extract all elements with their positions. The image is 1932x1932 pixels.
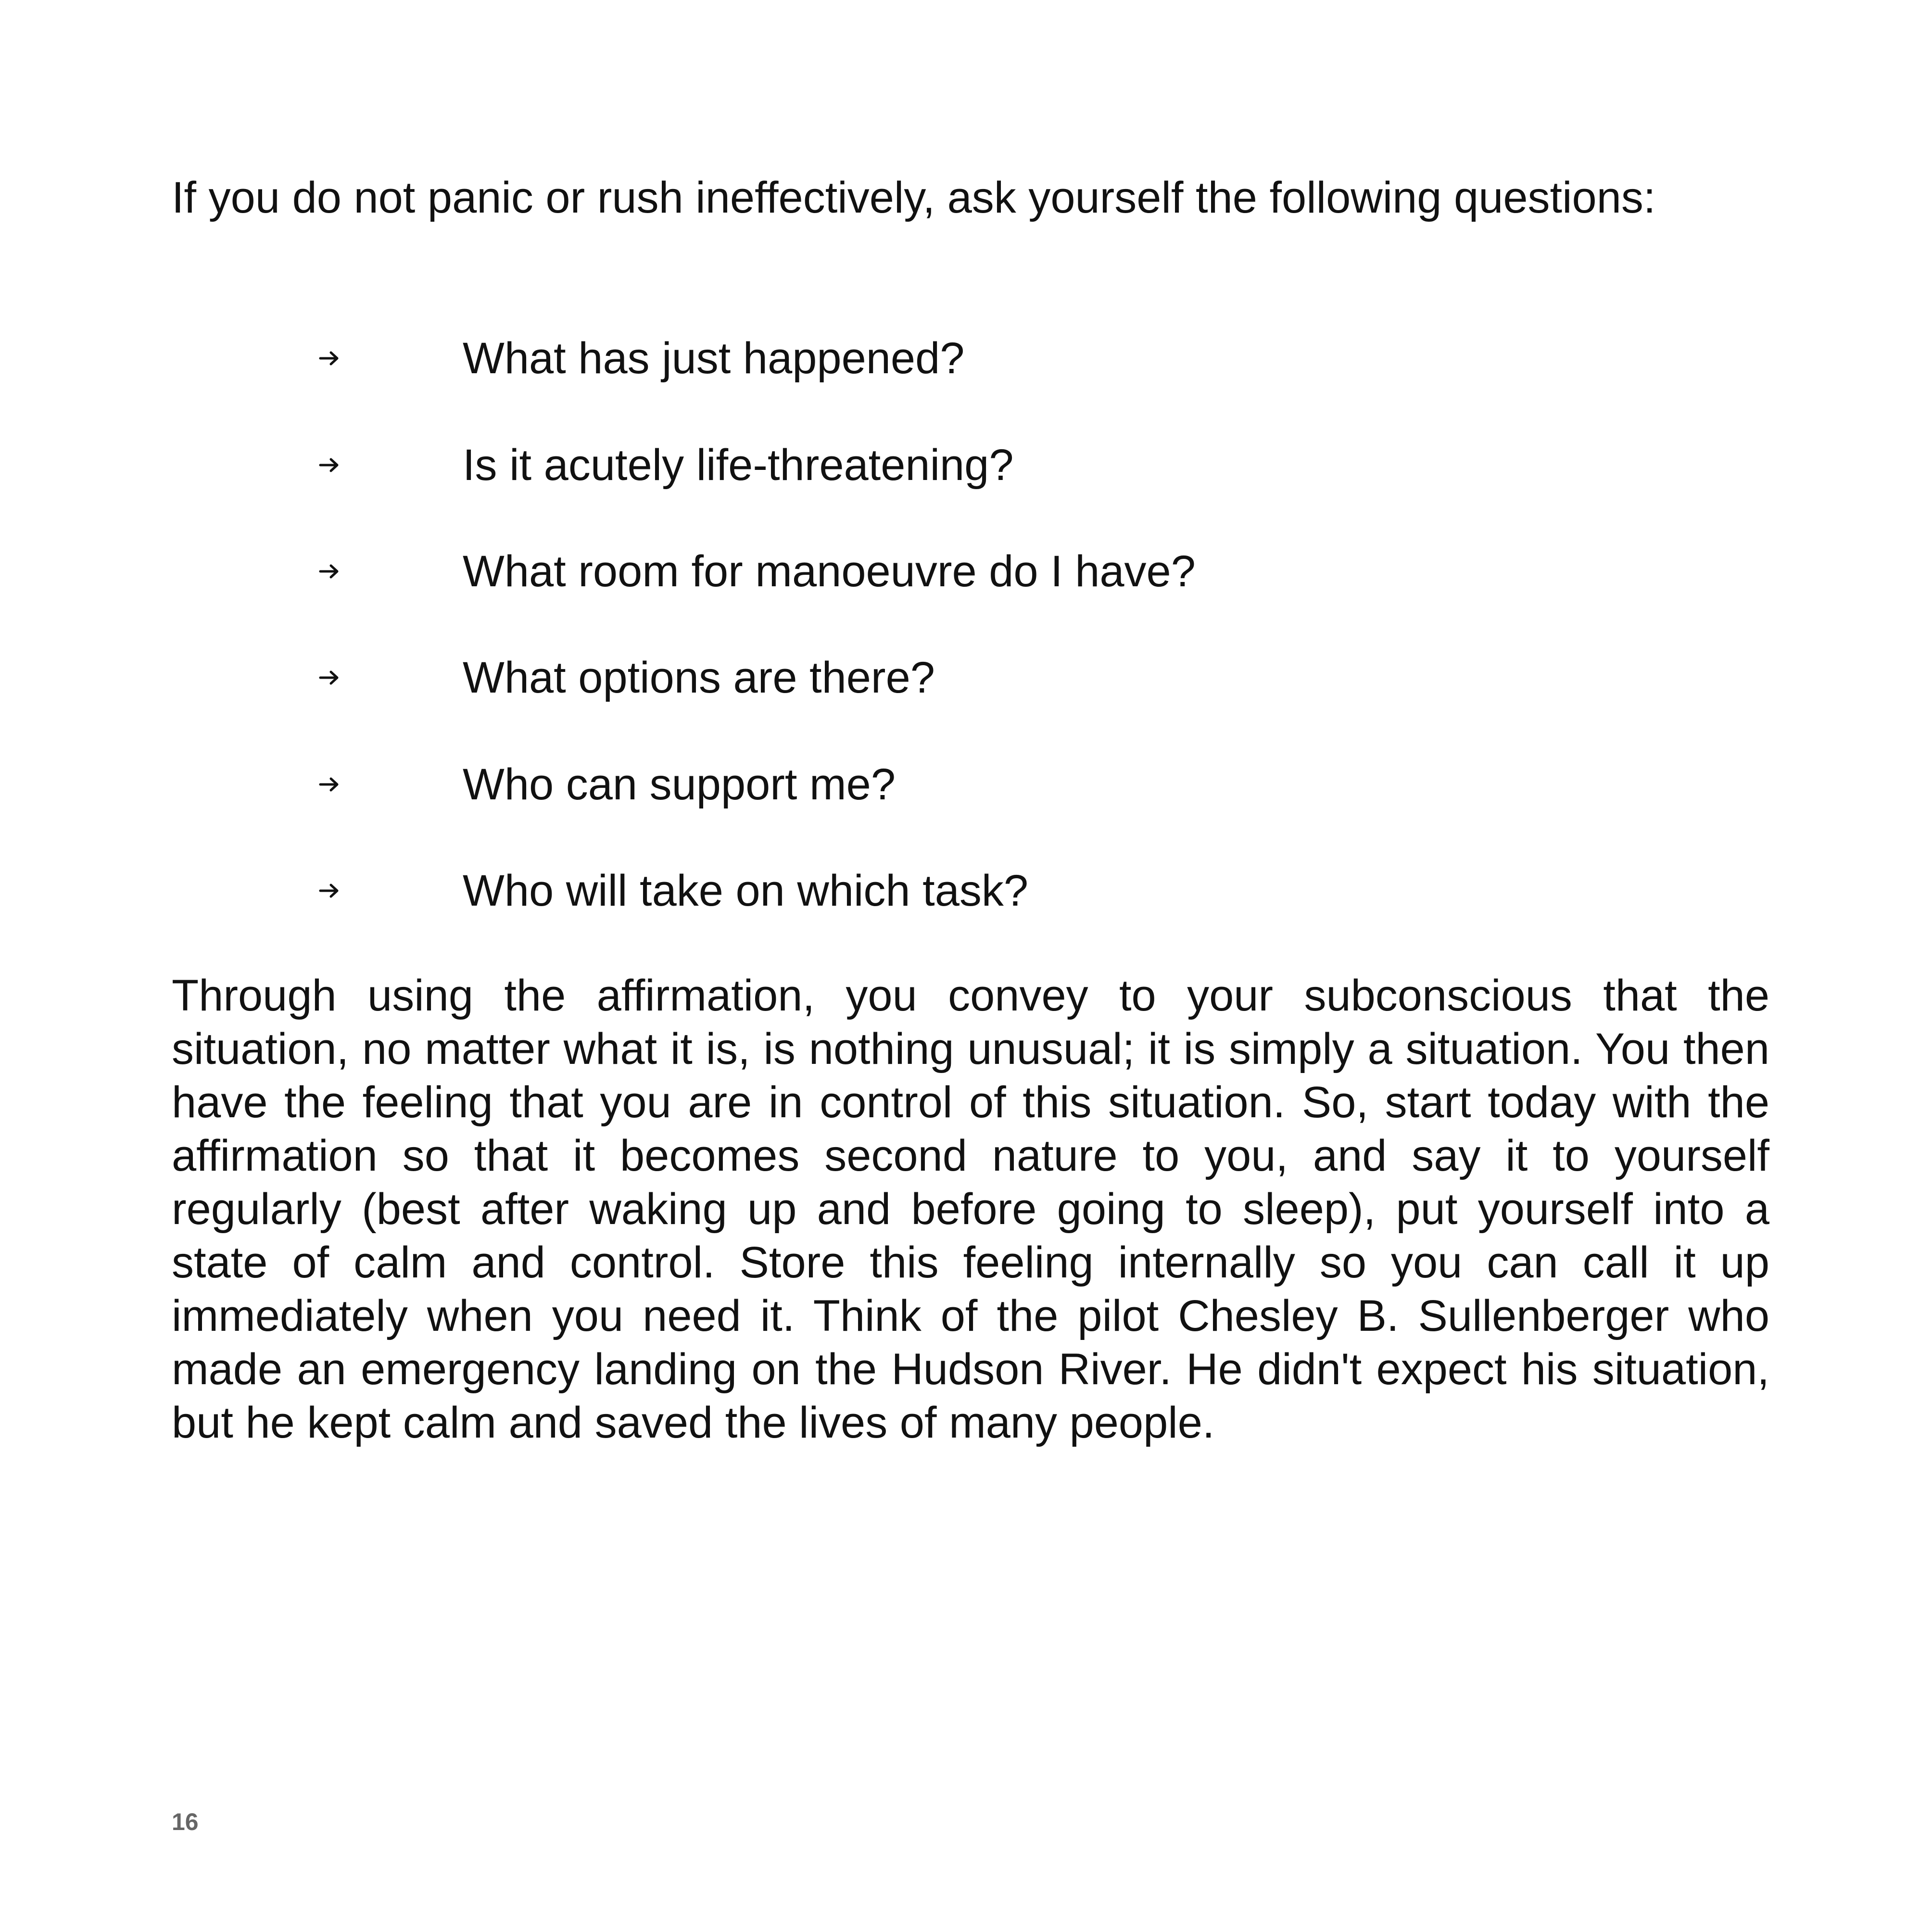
- arrow-right-icon: [317, 879, 341, 903]
- list-item: [0, 439, 1932, 496]
- arrow-right-icon: [317, 346, 341, 370]
- question-text: What options are there?: [463, 653, 935, 702]
- intro-paragraph: If you do not panic or rush ineffectively, ask yourself the following questions:: [172, 173, 1656, 222]
- list-item: [0, 332, 1932, 390]
- arrow-right-icon: [317, 772, 341, 796]
- arrow-right-icon: [317, 453, 341, 477]
- body-paragraph: Through using the affirmation, you convey to your subconscious that the situation, no matter what it is, is nothing unusual; it is simply a situation. You then have the feeling that you are in control of this situation. So, start today with the affirmation so that it becomes second nature to you, and say it to yourself regularly (best after waking up and before going to sleep), put yourself into a state of calm and control. Store this feeling internally so you can call it up immediately when you need it. Think of the pilot Chesley B. Sullenberger who made an emergency landing on the Hudson River. He didn't expect his situation, but he kept calm and saved the lives of many people.: [172, 971, 1769, 1447]
- question-text: Who will take on which task?: [463, 866, 1029, 915]
- question-text: What has just happened?: [463, 334, 965, 383]
- list-item: [0, 651, 1932, 709]
- question-text: What room for manoeuvre do I have?: [463, 547, 1196, 596]
- questions-list: [0, 0, 1932, 962]
- question-text: Who can support me?: [463, 760, 896, 809]
- list-item: [0, 864, 1932, 922]
- page-number: 16: [172, 1808, 199, 1835]
- arrow-right-icon: [317, 666, 341, 690]
- list-item: [0, 545, 1932, 603]
- arrow-right-icon: [317, 559, 341, 583]
- list-item: [0, 758, 1932, 816]
- question-text: Is it acutely life-threatening?: [463, 441, 1014, 490]
